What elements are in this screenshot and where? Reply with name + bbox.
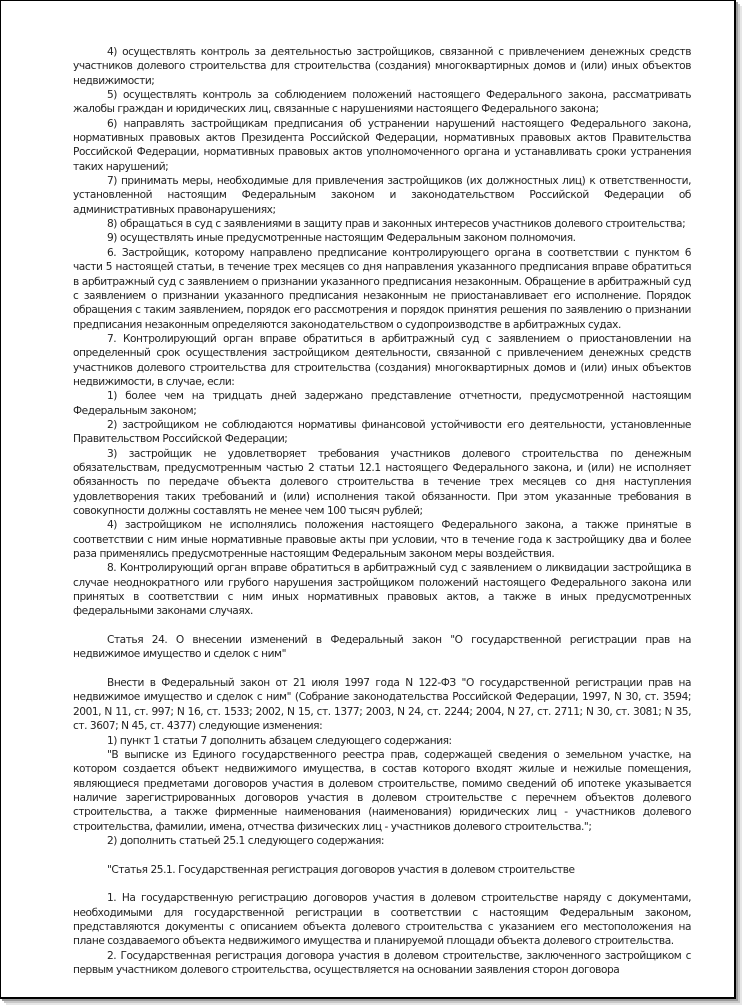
paragraph-item-6: 6) направлять застройщикам предписания об устранении нарушений настоящего Федерального закона, нормативных правовых актов Президента Российской Федерации, нормативных правовых актов Правительства Российской Федерации, нормативных правовых актов уполномоченного органа и устанавливать сроки устранения таких нарушений; bbox=[73, 117, 691, 173]
paragraph-subitem-2: 2) застройщиком не соблюдаются нормативы финансовой устойчивости его деятельности, установленные Правительством Российской Федерации; bbox=[73, 418, 691, 446]
paragraph-item-5: 5) осуществлять контроль за соблюдением положений настоящего Федерального закона, рассматривать жалобы граждан и юридических лиц, связанные с нарушениями настоящего Федерального закона; bbox=[73, 89, 691, 116]
paragraph-amendment-2: 2) дополнить статьей 25.1 следующего содержания: bbox=[107, 834, 385, 847]
paragraph-amendment-1: 1) пункт 1 статьи 7 дополнить абзацем следующего содержания: bbox=[107, 734, 452, 747]
document-body bbox=[73, 45, 691, 977]
paragraph-amendment-1-text: "В выписке из Единого государственного реестра прав, содержащей сведения о земельном участке, на котором создается объект недвижимого имущества, в состав которого входят жилые и нежилые помещения, являющиеся предметами договоров участия в долевом строительстве, помимо сведений об ипотеке указывается наличие зарегистрированных договоров участия в долевом строительстве с перечнем объектов долевого строительства, а также фирменные наименования (наименования) юридических лиц - участников долевого строительства, фамилии, имена, отчества физических лиц - участников долевого строительства."; bbox=[73, 748, 691, 833]
paragraph-article-25-1-part-2: 2. Государственная регистрация договора участия в долевом строительстве, заключенного застройщиком с первым участником долевого строительства, осуществляется на основании заявления сторон договора bbox=[73, 949, 691, 976]
paragraph-part-8: 8. Контролирующий орган вправе обратиться в арбитражный суд с заявлением о ликвидации застройщика в случае неоднократного или грубого нарушения застройщиком положений настоящего Федерального закона или принятых в соответствии с ним иных нормативных правовых актов, а также в иных предусмотренных федеральными законами случаях. bbox=[73, 562, 691, 618]
paragraph-subitem-1: 1) более чем на тридцать дней задержано представление отчетности, предусмотренной настоящим Федеральным законом; bbox=[73, 390, 691, 417]
article-25-1-heading: "Статья 25.1. Государственная регистрация договоров участия в долевом строительстве bbox=[107, 863, 575, 876]
paragraph-subitem-3: 3) застройщик не удовлетворяет требования участников долевого строительства по денежным обязательствам, предусмотренным частью 2 статьи 12.1 настоящего Федерального закона, и (или) не исполняет обязанность по передаче объекта долевого строительства в течение трех месяцев со дня наступления удовлетворения таких требований и (или) исполнения такой обязанности. При этом указанные требования в совокупности должны составлять не менее чем 100 тысяч рублей; bbox=[73, 447, 691, 517]
paragraph-part-6: 6. Застройщик, которому направлено предписание контролирующего органа в соответствии с пунктом 6 части 5 настоящей статьи, в течение трех месяцев со дня направления указанного предписания вправе обратиться в арбитражный суд с заявлением о признании указанного предписания незаконным. Обращение в арбитражный суд с заявлением о признании указанного предписания незаконным не приостанавливает его исполнение. Порядок обращения с таким заявлением, порядок его рассмотрения и порядок принятия решения по заявлению о признании предписания незаконным определяются законодательством о судопроизводстве в арбитражных судах. bbox=[73, 246, 691, 331]
paragraph-item-9: 9) осуществлять иные предусмотренные настоящим Федеральным законом полномочия. bbox=[107, 232, 576, 245]
paragraph-item-4: 4) осуществлять контроль за деятельностью застройщиков, связанной с привлечением денежных средств участников долевого строительства для строительства (создания) многоквартирных домов и (или) иных объектов недвижимости; bbox=[73, 46, 691, 87]
paragraph-article-25-1-part-1: 1. На государственную регистрацию договоров участия в долевом строительстве наряду с документами, необходимыми для государственной регистрации в соответствии с настоящим Федеральным законом, представляются документы с описанием объекта долевого строительства с указанием его местоположения на плане создаваемого объекта недвижимого имущества и планируемой площади объекта долевого строительства. bbox=[73, 892, 691, 948]
paragraph-item-7: 7) принимать меры, необходимые для привлечения застройщиков (их должностных лиц) к ответственности, установленной настоящим Федеральным законом и законодательством Российской Федерации об административных правонарушениях; bbox=[73, 175, 691, 216]
paragraph-amendments-intro: Внести в Федеральный закон от 21 июля 1997 года N 122-ФЗ "О государственной регистрации прав на недвижимое имущество и сделок с ним" (Собрание законодательства Российской Федерации, 1997, N 30, ст. 3594; 2001, N 11, ст. 997; N 16, ст. 1533; 2002, N 15, ст. 1377; 2003, N 24, ст. 2244; 2004, N 27, ст. 2711; N 30, ст. 3081; N 35, ст. 3607; N 45, ст. 4377) следующие изменения: bbox=[73, 677, 691, 733]
article-24-heading: Статья 24. О внесении изменений в Федеральный закон "О государственной регистрации прав на недвижимое имущество и сделок с ним" bbox=[73, 634, 691, 661]
paragraph-subitem-4: 4) застройщиком не исполнялись положения настоящего Федерального закона, а также принятые в соответствии с ним иные нормативные правовые акты при условии, что в течение года к застройщику два и более раза применялись предусмотренные настоящим Федеральным законом меры воздействия. bbox=[73, 519, 691, 561]
paragraph-item-8: 8) обращаться в суд с заявлениями в защиту прав и законных интересов участников долевого строительства; bbox=[107, 218, 686, 231]
paragraph-part-7: 7. Контролирующий орган вправе обратиться в арбитражный суд с заявлением о приостановлении на определенный срок осуществления застройщиком деятельности, связанной с привлечением денежных средств участников долевого строительства для строительства (создания) многоквартирных домов и (или) иных объектов недвижимости, в случае, если: bbox=[73, 332, 691, 388]
